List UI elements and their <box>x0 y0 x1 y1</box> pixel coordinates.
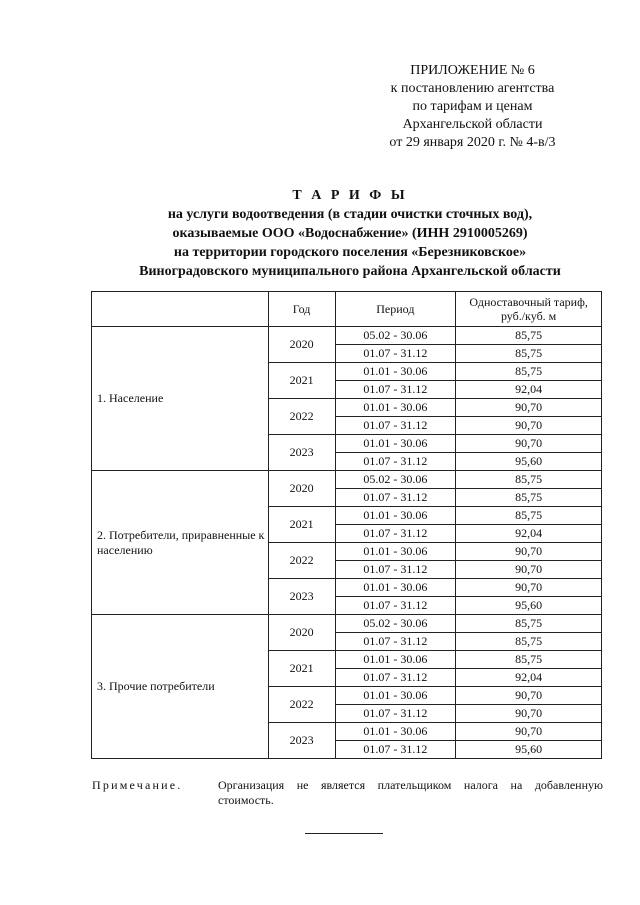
period-cell: 01.07 - 31.12 <box>335 705 456 723</box>
header-category <box>92 292 269 327</box>
table-header-row <box>92 292 602 327</box>
tariff-cell: 85,75 <box>456 615 602 633</box>
period-cell: 01.01 - 30.06 <box>335 435 456 453</box>
period-cell: 01.07 - 31.12 <box>335 381 456 399</box>
title-line: на услуги водоотведения (в стадии очистки сточных вод), <box>167 207 533 222</box>
header-year: Год <box>268 292 335 327</box>
tariff-cell: 85,75 <box>456 507 602 525</box>
tariff-cell: 90,70 <box>456 399 602 417</box>
header-tariff: Одноставочный тариф, руб./куб. м <box>456 292 602 327</box>
category-cell: 1. Население <box>92 327 269 471</box>
table-body <box>92 327 602 759</box>
year-cell: 2020 <box>268 471 335 507</box>
title-line: на территории городского поселения «Березниковское» <box>173 245 527 260</box>
table-row <box>92 615 602 633</box>
period-cell: 01.07 - 31.12 <box>335 669 456 687</box>
year-cell: 2021 <box>268 363 335 399</box>
appendix-line: по тарифам и ценам <box>412 99 533 114</box>
title-line: Виноградовского муниципального района Архангельской области <box>139 264 561 279</box>
period-cell: 05.02 - 30.06 <box>335 615 456 633</box>
period-cell: 05.02 - 30.06 <box>335 471 456 489</box>
document-title <box>60 186 640 281</box>
year-cell: 2023 <box>268 579 335 615</box>
period-cell: 01.01 - 30.06 <box>335 507 456 525</box>
tariff-cell: 90,70 <box>456 435 602 453</box>
tariff-cell: 85,75 <box>456 345 602 363</box>
tariff-cell: 92,04 <box>456 525 602 543</box>
title-line: оказываемые ООО «Водоснабжение» (ИНН 2910005269) <box>172 226 528 241</box>
tariff-cell: 95,60 <box>456 741 602 759</box>
period-cell: 01.07 - 31.12 <box>335 633 456 651</box>
tariff-cell: 90,70 <box>456 579 602 597</box>
year-cell: 2020 <box>268 327 335 363</box>
period-cell: 01.07 - 31.12 <box>335 561 456 579</box>
period-cell: 01.01 - 30.06 <box>335 723 456 741</box>
tariff-cell: 90,70 <box>456 705 602 723</box>
period-cell: 05.02 - 30.06 <box>335 327 456 345</box>
period-cell: 01.07 - 31.12 <box>335 489 456 507</box>
tariff-cell: 92,04 <box>456 381 602 399</box>
title-heading: Т А Р И Ф Ы <box>292 188 408 203</box>
tariff-cell: 85,75 <box>456 363 602 381</box>
tariff-cell: 85,75 <box>456 489 602 507</box>
period-cell: 01.01 - 30.06 <box>335 399 456 417</box>
period-cell: 01.07 - 31.12 <box>335 417 456 435</box>
appendix-block <box>330 62 615 152</box>
tariff-cell: 92,04 <box>456 669 602 687</box>
tariff-cell: 90,70 <box>456 723 602 741</box>
tariff-cell: 85,75 <box>456 471 602 489</box>
divider-line <box>305 833 383 834</box>
period-cell: 01.07 - 31.12 <box>335 597 456 615</box>
period-cell: 01.07 - 31.12 <box>335 345 456 363</box>
year-cell: 2023 <box>268 723 335 759</box>
year-cell: 2021 <box>268 651 335 687</box>
category-cell: 2. Потребители, приравненные к населению <box>92 471 269 615</box>
tariff-cell: 95,60 <box>456 453 602 471</box>
tariff-cell: 90,70 <box>456 561 602 579</box>
note-label: Примечание. <box>92 778 183 792</box>
category-cell: 3. Прочие потребители <box>92 615 269 759</box>
year-cell: 2022 <box>268 543 335 579</box>
period-cell: 01.01 - 30.06 <box>335 579 456 597</box>
tariff-cell: 95,60 <box>456 597 602 615</box>
period-cell: 01.01 - 30.06 <box>335 543 456 561</box>
tariff-cell: 85,75 <box>456 651 602 669</box>
appendix-date: от 29 января 2020 г. № 4-в/3 <box>389 135 556 150</box>
header-period: Период <box>335 292 456 327</box>
appendix-title: ПРИЛОЖЕНИЕ № 6 <box>410 63 535 78</box>
period-cell: 01.01 - 30.06 <box>335 363 456 381</box>
table-row <box>92 327 602 345</box>
tariff-cell: 90,70 <box>456 687 602 705</box>
tariff-cell: 90,70 <box>456 417 602 435</box>
tariff-cell: 85,75 <box>456 633 602 651</box>
period-cell: 01.07 - 31.12 <box>335 453 456 471</box>
tariff-cell: 85,75 <box>456 327 602 345</box>
period-cell: 01.01 - 30.06 <box>335 651 456 669</box>
year-cell: 2022 <box>268 687 335 723</box>
table-row <box>92 471 602 489</box>
note-text: Организация не является плательщиком налога на добавленную стоимость. <box>218 778 603 807</box>
tariff-table <box>91 291 602 759</box>
period-cell: 01.07 - 31.12 <box>335 525 456 543</box>
appendix-line: Архангельской области <box>402 117 543 132</box>
tariff-cell: 90,70 <box>456 543 602 561</box>
year-cell: 2023 <box>268 435 335 471</box>
year-cell: 2020 <box>268 615 335 651</box>
appendix-line: к постановлению агентства <box>390 81 555 96</box>
period-cell: 01.01 - 30.06 <box>335 687 456 705</box>
year-cell: 2022 <box>268 399 335 435</box>
year-cell: 2021 <box>268 507 335 543</box>
period-cell: 01.07 - 31.12 <box>335 741 456 759</box>
